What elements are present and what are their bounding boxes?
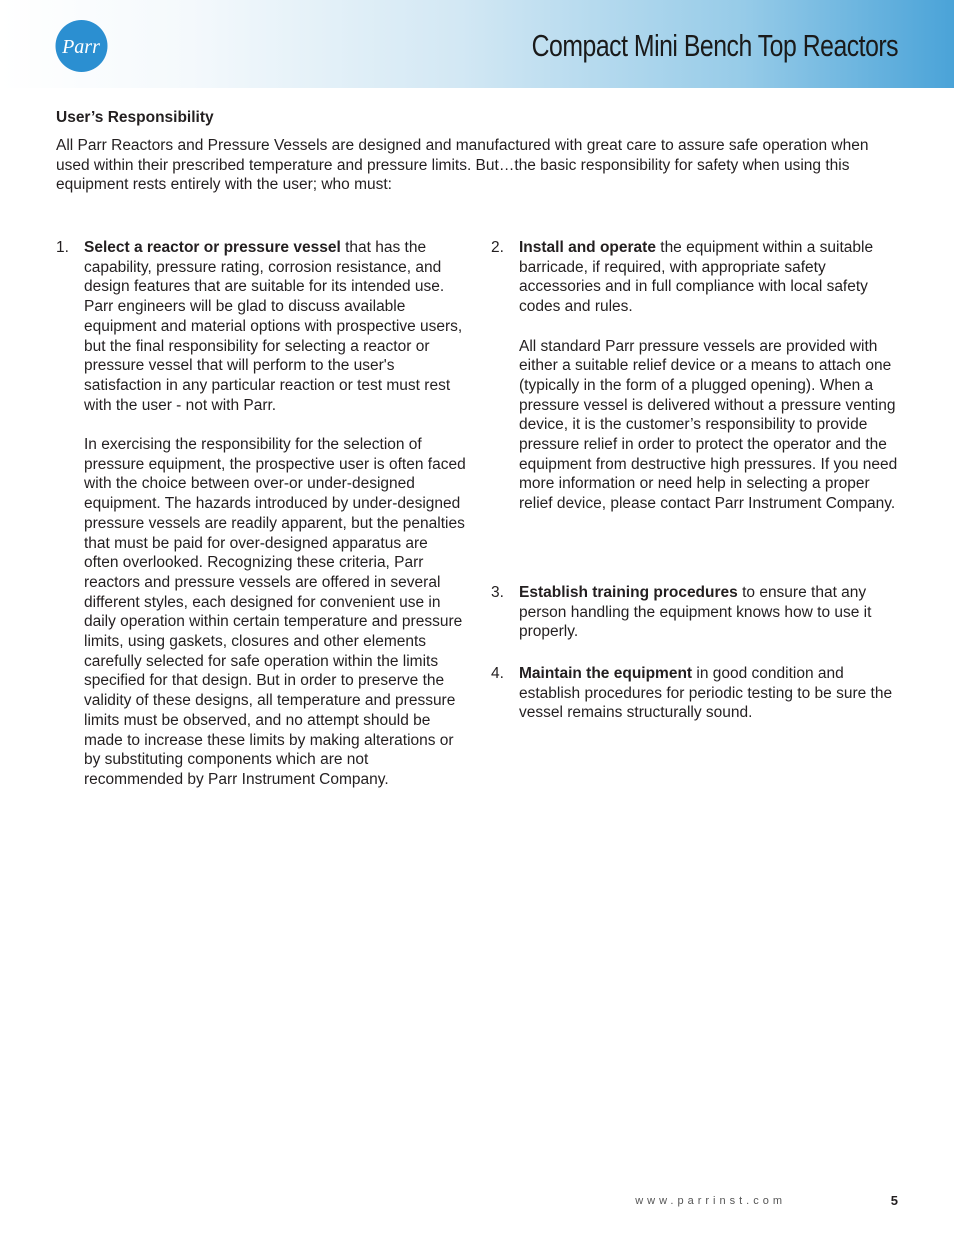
- page-number: 5: [890, 1193, 898, 1208]
- item-paragraph-2: In exercising the responsibility for the selection of pressure equipment, the prospective user is often faced with the choice between over-or under-designed equipment. The hazards introduced by under-designed pressure vessels are readily apparent, but the penalties that must be paid for over-designed apparatus are often overlooked. Recognizing these criteria, Parr reactors and pressure vessels are offered in several different styles, each designed for convenient use in daily operation within certain temperature and pressure limits, using gaskets, closures and other elements carefully selected for safe operation within the limits specified for that design. But in order to preserve the validity of these designs, all temperature and pressure limits must be observed, and no attempt should be made to increase these limits by making alterations or by substituting components which are not recommended by Parr Instrument Company.: [84, 436, 466, 788]
- item-text: the equipment within a suitable barricade, if required, with appropriate safety accessories and in full compliance with local safety codes and rules.: [519, 239, 874, 316]
- item-number: 1.: [56, 239, 69, 256]
- item-paragraph-2: All standard Parr pressure vessels are provided with either a suitable relief device or a means to attach one (typically in the form of a plugged opening). When a pressure vessel is delivered without a pressure venting device, it is the customer’s responsibility to provide pressure relief in order to protect the operator and the equipment from destructive high pressures. If you need more information or need help in selecting a proper relief device, please contact Parr Instrument Company.: [519, 337, 898, 513]
- item-lead: Install and operate: [519, 239, 656, 256]
- item-number: 4.: [491, 665, 504, 682]
- section-heading: User’s Responsibility: [56, 109, 214, 126]
- item-paragraph: [519, 238, 899, 317]
- page-title: Compact Mini Bench Top Reactors: [531, 28, 898, 63]
- item-text: that has the capability, pressure rating, corrosion resistance, and design features that are suitable for its intended use. Parr engineers will be glad to discuss available equipment and material options with prospective users, but the final responsibility for selecting a reactor or pressure vessel that will perform to the user's satisfaction in any particular reaction or test must rest with the user - not with Parr.: [84, 239, 463, 414]
- item-text: to ensure that any person handling the equipment knows how to use it properly.: [519, 584, 872, 641]
- intro-paragraph: All Parr Reactors and Pressure Vessels are designed and manufactured with great care to assure safe operation when used within their prescribed temperature and pressure limits. But…the basic responsibility for safety when using this equipment rests entirely with the user; who must:: [56, 137, 869, 194]
- item-text: in good condition and establish procedures for periodic testing to be sure the vessel remains structurally sound.: [519, 665, 893, 722]
- item-lead: Maintain the equipment: [519, 665, 693, 682]
- item-lead: Establish training procedures: [519, 584, 738, 601]
- header-banner: [0, 0, 954, 88]
- item-paragraph: [519, 583, 899, 642]
- item-paragraph: [84, 238, 466, 415]
- item-paragraph: [519, 664, 899, 723]
- logo-text: Parr: [62, 36, 100, 58]
- item-number: 2.: [491, 239, 504, 256]
- item-number: 3.: [491, 584, 504, 601]
- item-lead: Select a reactor or pressure vessel: [84, 239, 341, 256]
- parr-logo: [53, 19, 110, 73]
- footer-url: www.parrinst.com: [635, 1195, 786, 1207]
